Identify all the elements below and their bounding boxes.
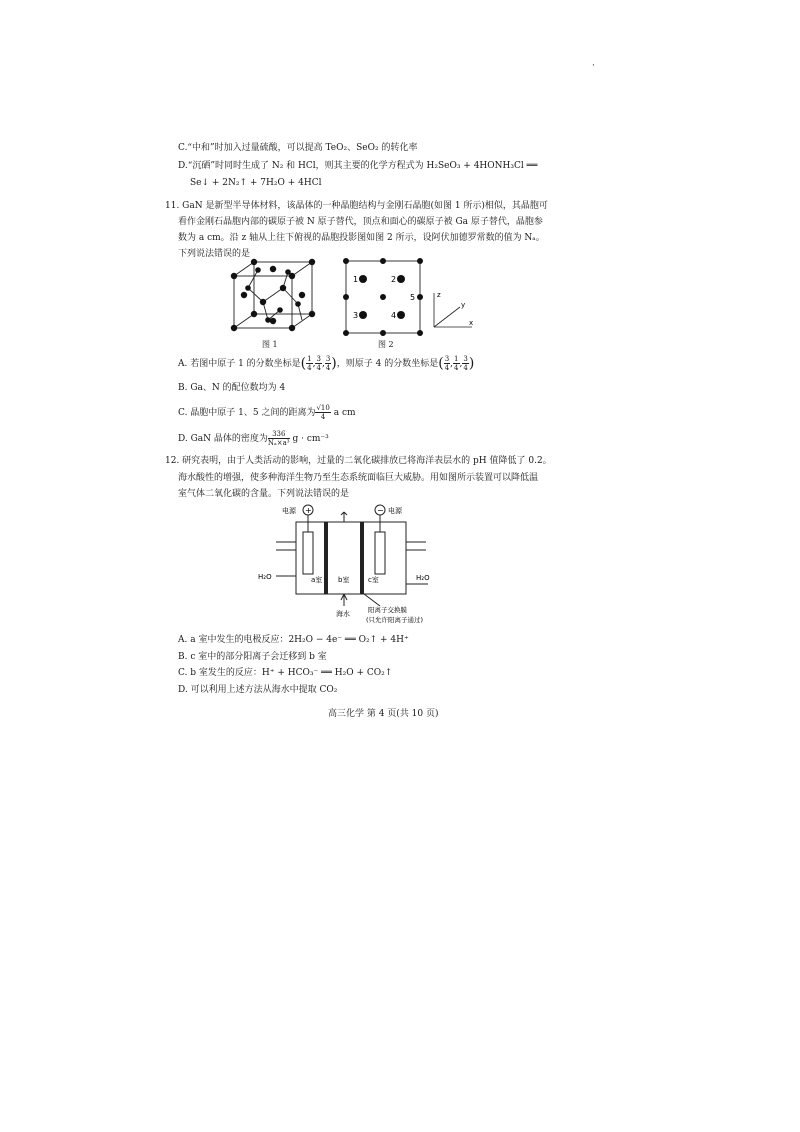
power-label-right: 电源 bbox=[388, 507, 402, 515]
q10-option-d-line1: D.“沉硒”时同时生成了 N₂ 和 HCl，则其主要的化学方程式为 H₂SeO₃ + 4HONH₃Cl ══ bbox=[178, 161, 538, 171]
figure-1-caption: 图 1 bbox=[262, 340, 278, 349]
room-c-label: c室 bbox=[368, 576, 379, 584]
q11-stem-line2: 看作金刚石晶胞内部的碳原子被 N 原子替代，顶点和面心的碳原子被 Ga 原子替代，晶胞参 bbox=[178, 217, 543, 227]
q12-option-b: B. c 室中的部分阳离子会迁移到 b 室 bbox=[178, 652, 327, 662]
q11-stem-line1: 11. GaN 是新型半导体材料，该晶体的一种晶胞结构与金刚石晶胞(如图 1 所示)相似，其晶胞可 bbox=[165, 201, 548, 211]
membrane-left bbox=[324, 522, 328, 594]
fig2-corner-atom bbox=[417, 258, 423, 264]
fig2-atom-2 bbox=[397, 275, 405, 283]
fig2-label-3: 3 bbox=[353, 311, 359, 320]
cathode-sign: − bbox=[377, 506, 384, 515]
fig2-corner-atom bbox=[343, 330, 349, 336]
page-footer: 高三化学 第 4 页(共 10 页) bbox=[328, 709, 439, 719]
q12-stem-line3: 室气体二氧化碳的含量。下列说法错误的是 bbox=[178, 489, 350, 499]
fig2-label-1: 1 bbox=[353, 275, 359, 284]
axis-label-y: y bbox=[461, 301, 466, 309]
fig2-corner-atom bbox=[380, 258, 386, 264]
room-a-label: a室 bbox=[311, 576, 323, 584]
q11-stem-line4: 下列说法错误的是 bbox=[178, 249, 251, 259]
q12-option-a: A. a 室中发生的电极反应：2H₂O − 4e⁻ ══ O₂↑ + 4H⁺ bbox=[178, 635, 409, 645]
q11-option-a-middle: ，则原子 4 的分数坐标是 bbox=[336, 359, 439, 369]
figure-1-unit-cell bbox=[228, 258, 320, 336]
q12-option-c: C. b 室发生的反应：H⁺ + HCO₃⁻ ══ H₂O + CO₂↑ bbox=[178, 668, 393, 678]
fig2-edge-atom bbox=[417, 294, 423, 300]
fig2-atom-3 bbox=[359, 311, 367, 319]
q10-option-d-line2: Se↓ + 2N₂↑ + 7H₂O + 4HCl bbox=[190, 178, 322, 188]
figure-2-caption: 图 2 bbox=[378, 340, 394, 349]
q11-option-d: D. GaN 晶体的密度为 $\frac{336}{\text{Nₐ×a³}}$ g · cm⁻³ bbox=[178, 430, 329, 447]
fig2-label-4: 4 bbox=[391, 311, 397, 320]
room-b-label: b室 bbox=[338, 576, 350, 584]
figure-2-projection bbox=[338, 255, 478, 339]
q11-option-b: B. Ga、N 的配位数均为 4 bbox=[178, 383, 286, 393]
q11-option-a: A. 若图中原子 1 的分数坐标是( $\frac{1}{4}$ , $\frac{3}{4}$ , $\frac{3}{4}$ )，则原子 4 的分数坐标是( $\frac{3}{4}$ , $\frac{1}{4}$ , $\frac{3}{4}$ ) bbox=[178, 355, 475, 372]
membrane-right bbox=[360, 522, 364, 594]
power-label-left: 电源 bbox=[282, 507, 296, 515]
q12-option-d: D. 可以利用上述方法从海水中提取 CO₂ bbox=[178, 685, 338, 695]
electrolysis-cell-figure bbox=[258, 502, 448, 632]
fig2-label-2: 2 bbox=[391, 275, 397, 284]
membrane-note: (只允许阳离子通过) bbox=[366, 616, 424, 624]
q12-stem-line1: 12. 研究表明，由于人类活动的影响，过量的二氧化碳排放已将海洋表层水的 pH 值降低了 0.2。 bbox=[165, 456, 552, 466]
anode-sign: + bbox=[305, 506, 312, 515]
seawater-label: 海水 bbox=[336, 610, 350, 618]
fig2-label-5: 5 bbox=[410, 293, 416, 302]
membrane-label: 阳离子交换膜 bbox=[368, 606, 407, 614]
fig2-atom-4 bbox=[397, 311, 405, 319]
q11-option-c: C. 晶胞中原子 1、5 之间的距离为 $\frac{√10}{4}$ a cm bbox=[178, 404, 356, 421]
h2o-left-label: H₂O bbox=[258, 573, 272, 581]
q12-stem-line2: 海水酸性的增强，使多种海洋生物乃至生态系统面临巨大威胁。用如图所示装置可以降低温 bbox=[178, 473, 539, 483]
fig2-atom-1 bbox=[359, 275, 367, 283]
fig2-corner-atom bbox=[417, 330, 423, 336]
fig2-corner-atom bbox=[343, 258, 349, 264]
q10-option-c: C.“中和”时加入过量硫酸，可以提高 TeO₂、SeO₂ 的转化率 bbox=[178, 143, 418, 153]
q11-option-a-prefix: A. 若图中原子 1 的分数坐标是 bbox=[178, 359, 301, 369]
h2o-right-label: H₂O bbox=[416, 574, 430, 582]
fig2-center-atom bbox=[380, 294, 386, 300]
axis-label-z: z bbox=[437, 291, 441, 299]
fig2-edge-atom bbox=[343, 294, 349, 300]
q11-stem-line3: 数为 a cm。沿 z 轴从上往下俯视的晶胞投影图如图 2 所示，设阿伏加德罗常数的值为 Nₐ。 bbox=[178, 233, 545, 243]
fig2-corner-atom bbox=[380, 330, 386, 336]
corner-dot: · bbox=[592, 61, 595, 71]
axis-label-x: x bbox=[469, 319, 474, 327]
